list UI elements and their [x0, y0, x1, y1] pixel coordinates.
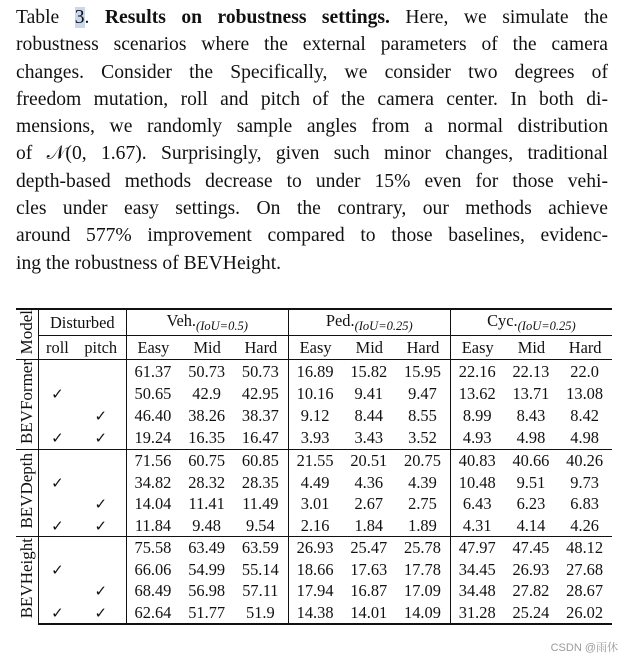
value-cell: 28.32 [188, 472, 226, 492]
roll-cell [39, 405, 76, 427]
caption-line: ing the robustness of BEVHeight. [16, 252, 282, 274]
disturbed-header: Disturbed [39, 309, 127, 336]
value-cell: 34.82 [126, 472, 180, 494]
value-cell: 28.35 [241, 472, 279, 492]
veh-hard-header: Hard [234, 336, 288, 360]
ped-hard-header: Hard [396, 336, 450, 360]
value-cell: 42.95 [241, 383, 279, 403]
value-cell: 4.98 [516, 428, 546, 448]
caption-line-1 [16, 4, 608, 31]
value-cell: 14.38 [288, 602, 342, 625]
pitch-cell [76, 450, 126, 472]
value-cell: 50.73 [234, 360, 288, 383]
cyc-easy-header: Easy [450, 336, 504, 360]
value-cell: 4.93 [450, 427, 504, 450]
value-cell: 4.98 [570, 428, 599, 448]
value-cell: 4.31 [450, 515, 504, 537]
value-cell: 13.62 [450, 383, 504, 405]
value-cell: 17.63 [350, 559, 388, 579]
table-row [16, 472, 612, 494]
pitch-cell [76, 493, 126, 515]
table-row [16, 537, 612, 559]
check-icon: ✓ [94, 516, 108, 535]
value-cell: 9.48 [192, 515, 221, 535]
header-row-2 [16, 336, 612, 360]
cyc-iou: (IoU=0.25) [517, 319, 576, 333]
value-cell: 38.37 [241, 406, 279, 426]
value-cell: 47.45 [505, 537, 559, 559]
value-cell: 6.43 [450, 493, 504, 515]
check-icon: ✓ [51, 516, 64, 535]
model-name-cell [16, 537, 39, 625]
cyc-mid-header: Mid [505, 336, 559, 360]
model-name: BEVDepth [17, 453, 36, 529]
caption-line: depth-based methods decrease to under 15% even for those vehi- [16, 170, 608, 192]
value-cell: 11.84 [126, 515, 180, 537]
pitch-cell [76, 360, 126, 383]
caption-label-number: 3 [74, 7, 85, 28]
check-icon: ✓ [51, 429, 64, 448]
caption-line: around 577% improvement compared to those baselines, evidenc- [16, 225, 608, 247]
table-row [16, 450, 612, 472]
cyc-label: Cyc. [487, 311, 518, 330]
value-cell: 9.41 [354, 383, 384, 403]
value-cell: 18.66 [288, 559, 342, 581]
value-cell: 26.93 [512, 559, 550, 579]
value-cell: 51.77 [180, 602, 234, 625]
roll-cell [39, 602, 76, 625]
value-cell: 17.09 [404, 581, 441, 601]
value-cell: 14.09 [396, 602, 450, 625]
value-cell: 9.54 [246, 515, 275, 535]
value-cell: 27.82 [512, 581, 550, 601]
value-cell: 13.71 [512, 383, 550, 403]
value-cell: 60.75 [180, 450, 234, 472]
pitch-cell [76, 383, 126, 405]
model-name-cell [16, 450, 39, 537]
value-cell: 6.23 [516, 494, 546, 514]
roll-cell [39, 493, 76, 515]
model-header: Model [17, 310, 36, 355]
table-row [16, 580, 612, 602]
value-cell: 4.36 [354, 472, 384, 492]
check-icon: ✓ [94, 582, 108, 601]
check-icon: ✓ [94, 495, 108, 514]
pitch-cell [76, 472, 126, 494]
pitch-cell [76, 602, 126, 625]
value-cell: 17.78 [404, 559, 441, 579]
ped-mid-header: Mid [342, 336, 396, 360]
value-cell: 25.24 [505, 602, 559, 625]
model-name: BEVFormer [17, 360, 36, 445]
value-cell: 10.48 [450, 472, 504, 494]
value-cell: 34.48 [450, 580, 504, 602]
pitch-cell [76, 515, 126, 537]
pitch-header: pitch [76, 336, 126, 360]
check-icon: ✓ [51, 384, 64, 403]
value-cell: 1.89 [408, 515, 437, 535]
value-cell: 51.9 [234, 602, 288, 625]
ped-easy-header: Easy [288, 336, 342, 360]
check-icon: ✓ [51, 473, 64, 492]
table-row [16, 493, 612, 515]
value-cell: 31.28 [450, 602, 504, 625]
pitch-cell [76, 427, 126, 450]
value-cell: 71.56 [126, 450, 180, 472]
value-cell: 63.59 [234, 537, 288, 559]
table-row [16, 602, 612, 625]
ped-header [288, 309, 450, 336]
value-cell: 42.9 [192, 383, 221, 403]
veh-header [126, 309, 288, 336]
caption-bold-title: Results on robustness settings. [104, 7, 390, 28]
table-row [16, 559, 612, 581]
check-icon: ✓ [94, 429, 108, 448]
value-cell: 14.04 [126, 493, 180, 515]
value-cell: 40.66 [505, 450, 559, 472]
value-cell: 11.49 [242, 494, 279, 514]
check-icon: ✓ [94, 407, 108, 426]
caption-line: mensions, we randomly sample angles from a normal distribution [16, 116, 608, 138]
value-cell: 20.51 [342, 450, 396, 472]
roll-cell [39, 450, 76, 472]
veh-easy-header: Easy [126, 336, 180, 360]
value-cell: 16.47 [241, 428, 279, 448]
value-cell: 16.87 [350, 581, 388, 601]
caption-line: cles under easy settings. On the contrary, our methods achieve [16, 198, 608, 220]
value-cell: 75.58 [126, 537, 180, 559]
ped-label: Ped. [325, 311, 355, 330]
caption-label-suffix: . [84, 7, 90, 28]
value-cell: 14.01 [342, 602, 396, 625]
value-cell: 57.11 [242, 581, 279, 601]
value-cell: 9.47 [408, 383, 437, 403]
check-icon: ✓ [51, 603, 64, 622]
value-cell: 1.84 [354, 515, 384, 535]
watermark: CSDN @雨休 [550, 642, 618, 654]
roll-cell [39, 427, 76, 450]
value-cell: 8.43 [516, 406, 546, 426]
value-cell: 16.89 [288, 360, 342, 383]
value-cell: 66.06 [126, 559, 180, 581]
value-cell: 2.75 [408, 494, 437, 514]
caption-line: changes. Consider the Specifically, we consider two degrees of [16, 61, 608, 83]
value-cell: 54.99 [188, 559, 226, 579]
caption-line1-rest: Here, we simulate the [389, 7, 608, 28]
value-cell: 15.95 [396, 360, 450, 383]
table-row [16, 515, 612, 537]
value-cell: 55.14 [241, 559, 279, 579]
value-cell: 9.51 [516, 472, 546, 492]
value-cell: 26.02 [558, 602, 612, 625]
veh-label: Veh. [166, 311, 197, 330]
roll-cell [39, 537, 76, 559]
value-cell: 22.0 [558, 360, 612, 383]
value-cell: 8.55 [408, 406, 437, 426]
check-icon: ✓ [94, 603, 108, 622]
value-cell: 60.85 [234, 450, 288, 472]
value-cell: 8.44 [354, 406, 384, 426]
check-icon: ✓ [51, 560, 64, 579]
value-cell: 13.08 [566, 383, 604, 403]
value-cell: 68.49 [126, 580, 180, 602]
value-cell: 22.16 [450, 360, 504, 383]
value-cell: 4.49 [288, 472, 342, 494]
table-row [16, 405, 612, 427]
roll-cell [39, 383, 76, 405]
table-row [16, 360, 612, 383]
value-cell: 62.64 [126, 602, 180, 625]
roll-cell [39, 580, 76, 602]
value-cell: 38.26 [188, 406, 226, 426]
value-cell: 16.35 [188, 428, 226, 448]
caption-line: robustness scenarios where the external parameters of the camera [16, 34, 608, 56]
value-cell: 22.13 [505, 360, 559, 383]
value-cell: 4.14 [516, 515, 546, 535]
roll-cell [39, 472, 76, 494]
value-cell: 28.67 [566, 581, 604, 601]
value-cell: 40.83 [450, 450, 504, 472]
caption-line: freedom mutation, roll and pitch of the camera center. In both di- [16, 88, 608, 110]
value-cell: 61.37 [126, 360, 180, 383]
roll-cell [39, 360, 76, 383]
veh-iou: (IoU=0.5) [196, 319, 248, 333]
model-name-cell [16, 360, 39, 450]
value-cell: 34.45 [450, 559, 504, 581]
pitch-cell [76, 580, 126, 602]
model-name: BEVHeight [17, 538, 36, 619]
ped-iou: (IoU=0.25) [354, 319, 413, 333]
value-cell: 26.93 [288, 537, 342, 559]
value-cell: 63.49 [180, 537, 234, 559]
value-cell: 21.55 [288, 450, 342, 472]
value-cell: 2.67 [354, 494, 384, 514]
cyc-hard-header: Hard [558, 336, 612, 360]
results-body [16, 360, 612, 625]
value-cell: 9.73 [570, 472, 599, 492]
caption-label-prefix: Table [16, 7, 75, 28]
table-row [16, 383, 612, 405]
value-cell: 9.12 [288, 405, 342, 427]
value-cell: 3.43 [354, 428, 384, 448]
roll-cell [39, 515, 76, 537]
value-cell: 25.78 [396, 537, 450, 559]
results-table [16, 308, 612, 625]
value-cell: 47.97 [450, 537, 504, 559]
value-cell: 3.01 [288, 493, 342, 515]
value-cell: 20.75 [396, 450, 450, 472]
value-cell: 15.82 [342, 360, 396, 383]
value-cell: 4.26 [570, 515, 599, 535]
value-cell: 8.42 [570, 406, 599, 426]
value-cell: 27.68 [566, 559, 604, 579]
value-cell: 48.12 [558, 537, 612, 559]
model-header-cell [16, 309, 39, 360]
veh-mid-header: Mid [180, 336, 234, 360]
value-cell: 50.73 [180, 360, 234, 383]
value-cell: 6.83 [570, 494, 599, 514]
value-cell: 10.16 [288, 383, 342, 405]
value-cell: 46.40 [126, 405, 180, 427]
value-cell: 11.41 [188, 494, 225, 514]
roll-cell [39, 559, 76, 581]
value-cell: 40.26 [558, 450, 612, 472]
pitch-cell [76, 559, 126, 581]
pitch-cell [76, 405, 126, 427]
value-cell: 56.98 [188, 581, 226, 601]
value-cell: 50.65 [126, 383, 180, 405]
value-cell: 17.94 [288, 580, 342, 602]
value-cell: 2.16 [288, 515, 342, 537]
roll-header: roll [39, 336, 76, 360]
pitch-cell [76, 537, 126, 559]
value-cell: 3.52 [408, 428, 437, 448]
cyc-header [450, 309, 612, 336]
caption-line: of 𝒩(0, 1.67). Surprisingly, given such minor changes, traditional [16, 143, 608, 165]
value-cell: 25.47 [342, 537, 396, 559]
header-row-1 [16, 309, 612, 336]
value-cell: 4.39 [408, 472, 437, 492]
table-row [16, 427, 612, 450]
value-cell: 8.99 [450, 405, 504, 427]
table-caption [16, 4, 608, 277]
value-cell: 3.93 [288, 427, 342, 450]
value-cell: 19.24 [126, 427, 180, 450]
